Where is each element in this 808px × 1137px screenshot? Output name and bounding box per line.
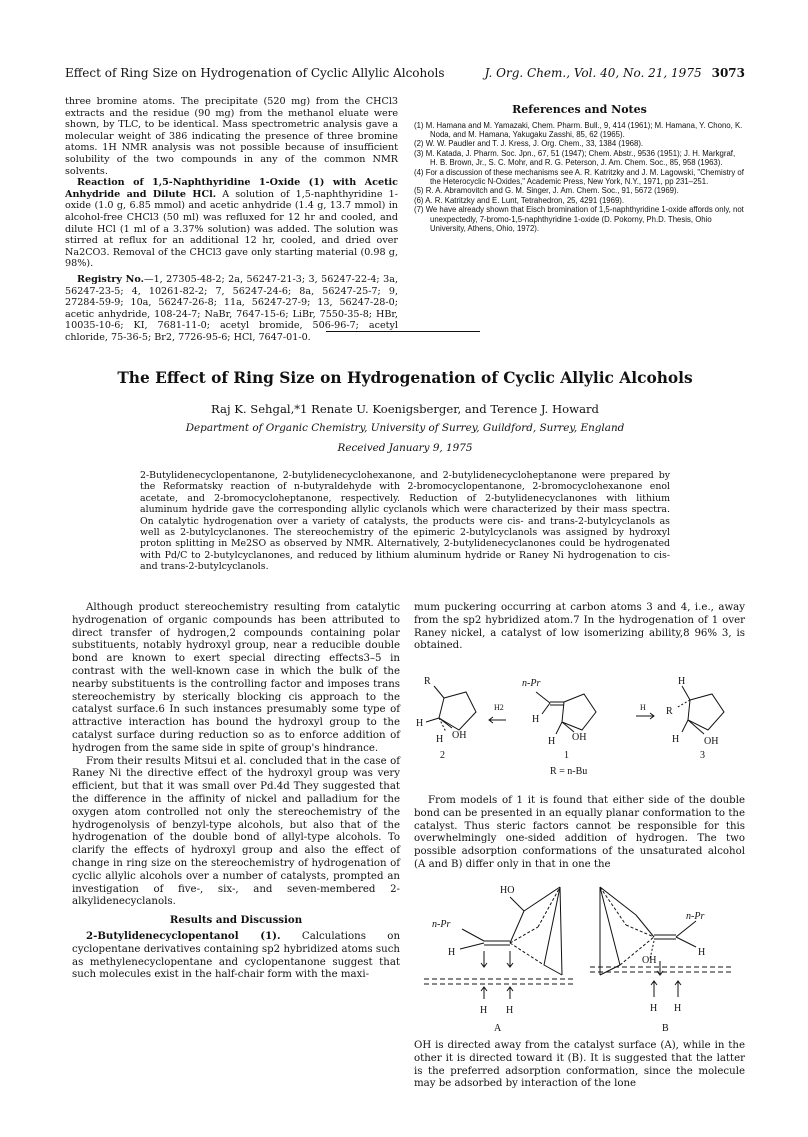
header-title: Effect of Ring Size on Hydrogenation of Cyclic Allylic Alcohols bbox=[65, 66, 445, 80]
section-heading: Results and Discussion bbox=[169, 914, 303, 927]
reference-item: (3) M. Katada, J. Pharm. Soc. Jpn., 67, 51 (1947); Chem. Abstr., 9536 (1951); J. H. Markgraf, H. B. Brown, Jr., S. C. Mohr, and R. G. Peterson, J. Am. Chem. Soc., 85, 958 (1963). bbox=[414, 148, 736, 168]
scheme2-nPr-label: n-Pr bbox=[686, 911, 705, 922]
scheme2-H-label: H bbox=[674, 1003, 682, 1014]
prev-article-right-column bbox=[414, 96, 745, 233]
scheme2-H-label: H bbox=[480, 1005, 488, 1016]
references-title: References and Notes bbox=[512, 103, 647, 116]
scheme1-H2-label: H bbox=[640, 703, 646, 712]
header-journal bbox=[485, 66, 745, 80]
intro-paragraph-2: From their results Mitsui et al. concluded that in the case of Raney Ni the directive effect of the hydroxyl group was very efficient, but that it was small over Pd.4d They suggested that the difference in the affinity of nickel and palladium for the oxygen atom controlled not only the stereochemistry of the hydrogenolysis of benzyl-type alcohols, but also that of the hydrogenation of the double bond of allyl-type alcohols. To clarify the effects of hydroxyl group and also the effect of change in ring size on the stereochemistry of hydrogenation of cyclic allylic alcohols over a number of catalysts, prompted an investigation of five-, six-, and seven-membered 2-alkylidenecyclanols. bbox=[72, 755, 400, 908]
reference-item: (2) W. W. Paudler and T. J. Kress, J. Org. Chem., 33, 1384 (1968). bbox=[414, 139, 644, 149]
prev-paragraph-1: three bromine atoms. The precipitate (520 mg) from the CHCl3 extracts and the residue (90 mg) from the methanol eluate were shown, by TLC, to be identical. Mass spectrometric analysis gave a molecular weight of 386 indicating the presence of three bromine atoms. 1H NMR analysis was not possible because of insufficient solubility of the two compounds in any of the common NMR solvents. bbox=[65, 96, 398, 177]
scheme2-nPr-label: n-Pr bbox=[432, 919, 451, 930]
scheme2-H-label: H bbox=[506, 1005, 514, 1016]
journal-citation: J. Org. Chem., Vol. 40, No. 21, 1975 bbox=[484, 66, 702, 80]
scheme1-H2-label: H2 bbox=[494, 703, 504, 712]
references-list bbox=[414, 121, 745, 234]
right-paragraph-1: mum puckering occurring at carbon atoms 3 and 4, i.e., away from the sp2 hybridized atom.7 In the hydrogenation of 1 over Raney nickel, a catalyst of low isomerizing ability,8 96% 3, is obtained. bbox=[414, 602, 745, 652]
prev-article-left-column bbox=[65, 96, 398, 343]
results-paragraph-1 bbox=[72, 930, 400, 982]
article-title: The Effect of Ring Size on Hydrogenation of Cyclic Allylic Alcohols bbox=[117, 369, 693, 387]
article-right-column-end bbox=[414, 1040, 745, 1091]
running-header bbox=[65, 66, 745, 82]
right-paragraph-2: From models of 1 it is found that either side of the double bond can be presented in an equally planar conformation to the catalyst. Thus steric factors cannot be responsible for this overwhelmingly one-sided addition of hydrogen. The two possible adsorption conformations of the unsaturated alcohol (A and B) differ only in that in one the bbox=[414, 795, 745, 870]
scheme1-R-label: R bbox=[666, 706, 673, 717]
reference-item: (1) M. Hamana and M. Yamazaki, Chem. Pharm. Bull., 9, 414 (1961); M. Hamana, Y. Chono, K. Noda, and M. Hamana, Yakugaku Zasshi, 85, 62 (1965). bbox=[414, 120, 743, 139]
article-right-column bbox=[414, 602, 745, 653]
article-affiliation: Department of Organic Chemistry, University of Surrey, Guildford, Surrey, England bbox=[185, 422, 625, 434]
scheme-1-figure bbox=[414, 672, 745, 782]
scheme-2-svg bbox=[414, 863, 745, 1038]
intro-paragraph-1: Although product stereochemistry resulting from catalytic hydrogenation of organic compounds has been attributed to direct transfer of hydrogen,2 compounds containing polar substituents, notably hydroxyl group, near a reducible double bond are known to exert special directing effects3–5 in contrast with the well-known case in which the bulk of the nearby substituents is the controlling factor and imposes trans stereochemistry by sterically blocking cis approach to the catalyst surface.6 In such instances presumably some type of attractive interaction has bound the hydroxyl group to the catalyst surface during reduction so as to enforce addition of hydrogen from the same side in spite of group's hindrance. bbox=[72, 602, 400, 754]
registry-numbers bbox=[65, 274, 398, 344]
reference-item: (4) For a discussion of these mechanisms see A. R. Katritzky and J. M. Lagowski, "Chemistry of the Heterocyclic N-Oxides," Academic Press, New York, N.Y., 1971, pp 231–251. bbox=[414, 167, 744, 187]
scheme1-OH-label: OH bbox=[704, 736, 719, 747]
reference-item: (5) R. A. Abramovitch and G. M. Singer, J. Am. Chem. Soc., 91, 5672 (1969). bbox=[414, 186, 679, 196]
article-right-column-continued bbox=[414, 795, 745, 872]
conformation-label-B: B bbox=[662, 1023, 669, 1034]
scheme1-legend: R = n-Bu bbox=[550, 766, 588, 777]
compound-label-2: 2 bbox=[440, 750, 445, 761]
abstract: 2-Butylidenecyclopentanone, 2-butylidenecyclohexanone, and 2-butylidenecycloheptanone were prepared by the Reformatsky reaction of n-butyraldehyde with 2-bromocyclopentanone, 2-bromocyclohexanone enol acetate, and 2-bromocycloheptanone, respectively. Reduction of 2-butylidenecyclanones with lithium aluminum hydride gave the corresponding allylic cyclanols which were characterized by their mass spectra. On catalytic hydrogenation over a variety of catalysts, the products were cis- and trans-2-butylcyclanols as well as 2-butylcyclanones. The stereochemistry of the epimeric 2-butylcyclanols was assigned by hydroxyl proton splitting in Me2SO as observed by NMR. Alternatively, 2-butylidenecyclanones could be hydrogenated with Pd/C to 2-butylcyclanones, and reduced by lithium aluminum hydride or Raney Ni hydrogenation to cis- and trans-2-butylcyclanols. bbox=[140, 470, 670, 573]
registry-head: Registry No. bbox=[77, 273, 144, 285]
prev-paragraph-2 bbox=[65, 177, 398, 270]
compound-label-1: 1 bbox=[564, 750, 569, 761]
scheme1-OH-label: OH bbox=[452, 730, 467, 741]
reference-item: (6) A. R. Katritzky and E. Lunt, Tetrahedron, 25, 4291 (1969). bbox=[414, 195, 625, 205]
received-date: Received January 9, 1975 bbox=[337, 442, 473, 454]
page-number: 3073 bbox=[711, 66, 745, 80]
scheme1-H-label: H bbox=[672, 734, 680, 745]
results-paragraph-1-head: 2-Butylidenecyclopentanol (1). bbox=[86, 929, 281, 942]
scheme1-H-label: H bbox=[532, 714, 540, 725]
reference-item: (7) We have already shown that Eisch bromination of 1,5-naphthyridine 1-oxide affords only, not unexpectedly, 7-bromo-1,5-naphthyridine 1-oxide (D. Pokorny, Ph.D. Thesis, Ohio University, Athens, Ohio, 1972). bbox=[414, 205, 744, 234]
scheme1-H-label: H bbox=[678, 676, 686, 687]
scheme2-H-label: H bbox=[650, 1003, 658, 1014]
article-left-column bbox=[72, 602, 400, 982]
scheme-2-figure bbox=[414, 863, 745, 1038]
scheme1-OH-label: OH bbox=[572, 732, 587, 743]
conformation-label-A: A bbox=[494, 1023, 502, 1034]
section-divider bbox=[326, 331, 480, 332]
prev-paragraph-2-head: Reaction of 1,5-Naphthyridine 1-Oxide (1) with Acetic Anhydride and Dilute HCl. bbox=[65, 177, 398, 200]
prev-paragraph-2-text: A solution of 1,5-naphthyridine 1-oxide (1.0 g, 6.85 mmol) and acetic anhydride (1.4 g, 13.7 mmol) in alcohol-free CHCl3 (50 ml) was refluxed for 12 hr and cooled, and dilute HCl (1 ml of a 3.37% solution) was added. The solution was stirred at reflux for an additional 12 hr, cooled, and dried over Na2CO3. Removal of the CHCl3 gave only starting material (0.98 g, 98%). bbox=[65, 188, 398, 270]
scheme1-H-label: H bbox=[548, 736, 556, 747]
right-paragraph-3: OH is directed away from the catalyst surface (A), while in the other it is directed toward it (B). It is suggested that the latter is the preferred adsorption conformation, since the molecule may be adsorbed by interaction of the lone bbox=[414, 1040, 745, 1090]
scheme1-H-label: H bbox=[436, 734, 444, 745]
scheme2-H-label: H bbox=[698, 947, 706, 958]
scheme1-nPr-label: n-Pr bbox=[522, 678, 541, 689]
article-authors: Raj K. Sehgal,*1 Renate U. Koenigsberger, and Terence J. Howard bbox=[211, 402, 599, 416]
scheme2-H-label: H bbox=[448, 947, 456, 958]
scheme2-OH-label: OH bbox=[642, 955, 657, 966]
scheme-1-svg bbox=[414, 672, 745, 782]
scheme2-HO-label: HO bbox=[500, 885, 515, 896]
scheme1-R-label: R bbox=[424, 676, 431, 687]
results-paragraph-1-text: Calculations on cyclopentane derivatives containing sp2 hybridized atoms such as methylenecyclopentane and cyclopentanone suggest that such molecules exist in the half-chair form with the maxi- bbox=[72, 930, 400, 981]
compound-label-3: 3 bbox=[700, 750, 705, 761]
scheme1-H-label: H bbox=[416, 718, 424, 729]
registry-text: —1, 27305-48-2; 2a, 56247-21-3; 3, 56247-22-4; 3a, 56247-23-5; 4, 10261-82-2; 7, 56247-24-6; 8a, 56247-25-7; 9, 27284-59-9; 10a, 56247-26-8; 11a, 56247-27-9; 13, 56247-28-0; acetic anhydride, 108-24-7; NaBr, 7647-15-6; LiBr, 7550-35-8; HBr, 10035-10-6; KI, 7681-11-0; acetyl bromide, 506-96-7; acetyl chloride, 75-36-5; Br2, 7726-95-6; HCl, 7647-01-0. bbox=[65, 273, 398, 343]
